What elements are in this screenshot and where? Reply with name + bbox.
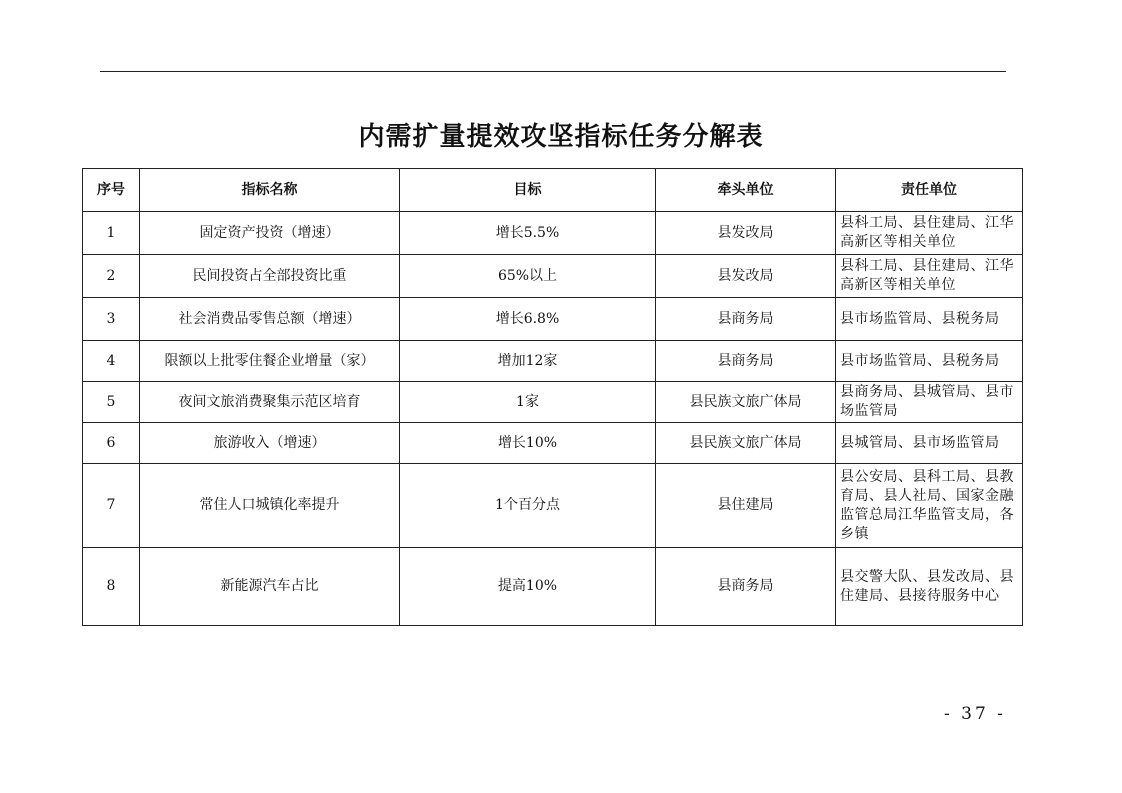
row-no: 8 [83, 548, 140, 626]
header-lead-unit: 牵头单位 [656, 169, 836, 212]
table-row [83, 548, 1023, 626]
row-lead-unit: 县商务局 [656, 341, 836, 382]
row-lead-unit: 县发改局 [656, 212, 836, 255]
row-no: 7 [83, 464, 140, 548]
row-indicator: 民间投资占全部投资比重 [140, 255, 400, 298]
row-responsible-unit: 县科工局、县住建局、江华高新区等相关单位 [836, 255, 1023, 298]
row-target: 1个百分点 [400, 464, 656, 548]
table-row [83, 382, 1023, 423]
row-target: 增加12家 [400, 341, 656, 382]
header-target: 目标 [400, 169, 656, 212]
header-no: 序号 [83, 169, 140, 212]
row-lead-unit: 县商务局 [656, 298, 836, 341]
row-no: 3 [83, 298, 140, 341]
header-responsible-unit: 责任单位 [836, 169, 1023, 212]
row-indicator: 夜间文旅消费聚集示范区培育 [140, 382, 400, 423]
row-indicator: 新能源汽车占比 [140, 548, 400, 626]
row-no: 6 [83, 423, 140, 464]
row-responsible-unit: 县市场监管局、县税务局 [836, 298, 1023, 341]
row-indicator: 旅游收入（增速） [140, 423, 400, 464]
document-title: 内需扩量提效攻坚指标任务分解表 [358, 122, 764, 152]
table-row [83, 255, 1023, 298]
row-no: 4 [83, 341, 140, 382]
row-target: 增长5.5% [400, 212, 656, 255]
row-responsible-unit: 县市场监管局、县税务局 [836, 341, 1023, 382]
row-target: 65%以上 [400, 255, 656, 298]
table-row [83, 423, 1023, 464]
header-indicator: 指标名称 [140, 169, 400, 212]
row-responsible-unit: 县交警大队、县发改局、县住建局、县接待服务中心 [836, 548, 1023, 626]
task-breakdown-table [82, 168, 1023, 626]
row-responsible-unit: 县商务局、县城管局、县市场监管局 [836, 382, 1023, 423]
row-target: 1家 [400, 382, 656, 423]
row-responsible-unit: 县科工局、县住建局、江华高新区等相关单位 [836, 212, 1023, 255]
table-row [83, 212, 1023, 255]
row-lead-unit: 县民族文旅广体局 [656, 382, 836, 423]
row-lead-unit: 县民族文旅广体局 [656, 423, 836, 464]
table-row [83, 298, 1023, 341]
row-responsible-unit: 县公安局、县科工局、县教育局、县人社局、国家金融监管总局江华监管支局，各乡镇 [836, 464, 1023, 548]
page-number: - 37 - [944, 704, 1006, 724]
row-lead-unit: 县发改局 [656, 255, 836, 298]
row-lead-unit: 县商务局 [656, 548, 836, 626]
row-target: 提高10% [400, 548, 656, 626]
row-indicator: 限额以上批零住餐企业增量（家） [140, 341, 400, 382]
header-rule [100, 71, 1006, 72]
row-no: 2 [83, 255, 140, 298]
row-no: 5 [83, 382, 140, 423]
row-target: 增长10% [400, 423, 656, 464]
row-no: 1 [83, 212, 140, 255]
row-indicator: 常住人口城镇化率提升 [140, 464, 400, 548]
row-responsible-unit: 县城管局、县市场监管局 [836, 423, 1023, 464]
table-row [83, 464, 1023, 548]
row-lead-unit: 县住建局 [656, 464, 836, 548]
row-indicator: 社会消费品零售总额（增速） [140, 298, 400, 341]
table-row [83, 341, 1023, 382]
row-target: 增长6.8% [400, 298, 656, 341]
table-header-row [83, 169, 1023, 212]
row-indicator: 固定资产投资（增速） [140, 212, 400, 255]
